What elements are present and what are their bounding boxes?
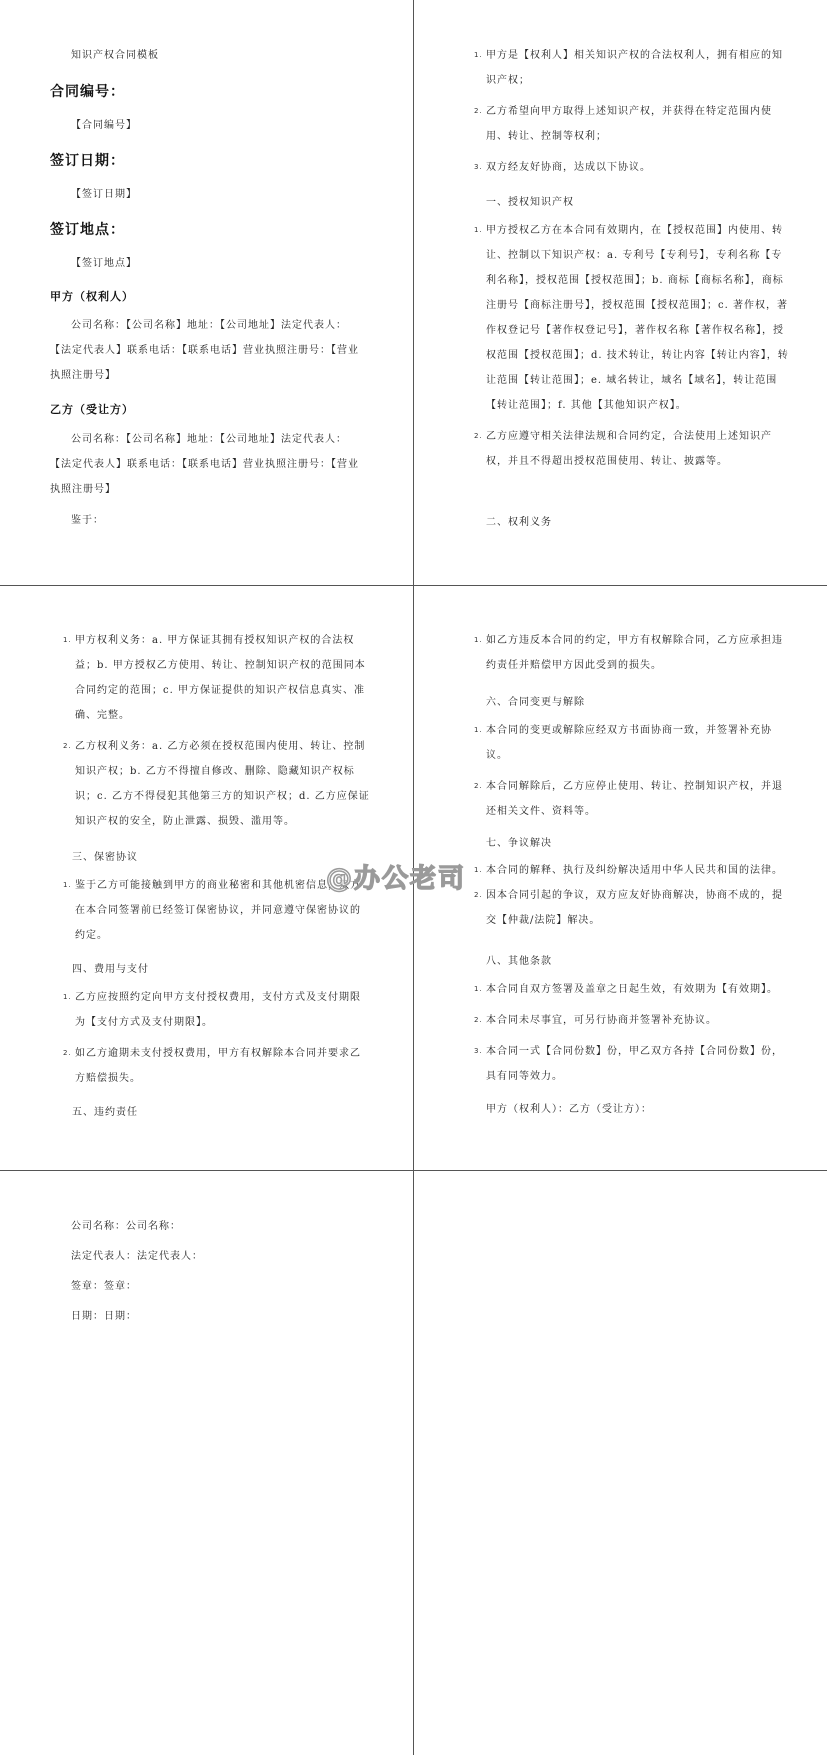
page-2 [414,0,827,585]
contract-no-value: 【合同编号】 [71,120,137,131]
list-item: 1. 甲方是【权利人】相关知识产权的合法权利人，拥有相应的知识产权； [474,50,783,86]
list-item: 2. 如乙方逾期未支付授权费用，甲方有权解除本合同并要求乙方赔偿损失。 [63,1048,361,1084]
section-title: 六、合同变更与解除 [486,697,585,708]
section-title: 八、其他条款 [486,956,552,967]
party-b-line: 执照注册号】 [50,484,116,495]
party-b-line: 【法定代表人】联系电话：【联系电话】营业执照注册号：【营业 [50,459,359,470]
section-5-list [474,628,792,678]
section-title: 四、费用与支付 [72,964,149,975]
signature-representative-line: 法定代表人：法定代表人： [71,1251,203,1262]
party-a-line: 执照注册号】 [50,370,116,381]
list-item: 1. 本合同自双方签署及盖章之日起生效，有效期为【有效期】。 [474,984,778,995]
signature-company-line: 公司名称：公司名称： [71,1221,181,1232]
list-item: 1. 如乙方违反本合同的约定，甲方有权解除合同，乙方应承担违约责任并赔偿甲方因此受到的损失。 [474,635,783,671]
list-item: 2. 乙方希望向甲方取得上述知识产权，并获得在特定范围内使用、转让、控制等权利； [474,106,772,142]
section-2-list [63,628,370,834]
page-1 [0,0,413,585]
list-item: 2. 本合同解除后，乙方应停止使用、转让、控制知识产权，并退还相关文件、资料等。 [474,781,783,817]
list-item: 1. 乙方应按照约定向甲方支付授权费用，支付方式及支付期限为【支付方式及支付期限】。 [63,992,361,1028]
section-1-list [474,218,792,474]
sign-date-value: 【签订日期】 [71,189,137,200]
list-item: 2. 本合同未尽事宜，可另行协商并签署补充协议。 [474,1015,717,1026]
party-b-line: 公司名称：【公司名称】地址：【公司地址】法定代表人： [71,434,347,445]
signature-seal-line: 签章：签章： [71,1281,137,1292]
party-a-heading: 甲方（权利人） [50,290,134,303]
contract-no-label: 合同编号： [50,84,125,100]
sign-place-value: 【签订地点】 [71,258,137,269]
list-item: 2. 乙方权利义务：a. 乙方必须在授权范围内使用、转让、控制知识产权；b. 乙方不得擅自修改、删除、隐藏知识产权标识；c. 乙方不得侵犯其他第三方的知识产权；d. 乙方应保证知识产权的安全，防止泄露、损毁、滥用等。 [63,741,370,827]
list-item: 3. 本合同一式【合同份数】份，甲乙双方各持【合同份数】份，具有同等效力。 [474,1046,783,1082]
list-item: 1. 甲方权利义务：a. 甲方保证其拥有授权知识产权的合法权益；b. 甲方授权乙方使用、转让、控制知识产权的范围同本合同约定的范围；c. 甲方保证提供的知识产权信息真实、准确、完整。 [63,635,366,721]
list-item: 1. 甲方授权乙方在本合同有效期内，在【授权范围】内使用、转让、控制以下知识产权：a. 专利号【专利号】，专利名称【专利名称】，授权范围【授权范围】；b. 商标【商标名称】，商标注册号【商标注册号】，授权范围【授权范围】；c. 著作权，著作权登记号【著作权登记号】，著作权名称【著作权名称】，授权范围【授权范围】；d. 技术转让，转让内容【转让内容】，转让范围【转让范围】；e. 域名转让，域名【域名】，转让范围【转让范围】；f. 其他【其他知识产权】。 [474,225,789,411]
sign-place-label: 签订地点： [50,222,125,238]
section-6-list [474,718,792,824]
list-item: 1. 本合同的变更或解除应经双方书面协商一致，并签署补充协议。 [474,725,772,761]
section-4-list [63,985,370,1091]
party-a-line: 【法定代表人】联系电话：【联系电话】营业执照注册号：【营业 [50,345,359,356]
signature-date-line: 日期：日期： [71,1311,137,1322]
section-title: 二、权利义务 [486,517,552,528]
party-a-line: 公司名称：【公司名称】地址：【公司地址】法定代表人： [71,320,347,331]
signoff-line: 甲方（权利人）：乙方（受让方）： [486,1104,652,1115]
page-6-blank [414,1171,827,1756]
page-4 [414,586,827,1171]
sign-date-label: 签订日期： [50,153,125,169]
section-7-list [474,858,792,933]
section-title: 七、争议解决 [486,838,552,849]
party-b-heading: 乙方（受让方） [50,403,134,416]
list-item: 1. 鉴于乙方可能接触到甲方的商业秘密和其他机密信息，双方在本合同签署前已经签订保密协议，并同意遵守保密协议的约定。 [63,880,361,941]
list-item: 1. 本合同的解释、执行及纠纷解决适用中华人民共和国的法律。 [474,865,783,876]
section-8-list [474,977,792,1089]
recitals-list [474,43,792,180]
section-title: 一、授权知识产权 [486,197,574,208]
whereas-label: 鉴于： [71,515,104,526]
section-title: 五、违约责任 [72,1107,138,1118]
watermark: @办公老司 [326,864,467,894]
page-5 [0,1171,413,1756]
list-item: 2. 因本合同引起的争议，双方应友好协商解决，协商不成的，提交【仲裁/法院】解决。 [474,890,783,926]
section-title: 三、保密协议 [72,852,138,863]
list-item: 3. 双方经友好协商，达成以下协议。 [474,162,651,173]
list-item: 2. 乙方应遵守相关法律法规和合同约定，合法使用上述知识产权，并且不得超出授权范围使用、转让、披露等。 [474,431,772,467]
template-title: 知识产权合同模板 [71,50,159,61]
section-3-list [63,873,370,948]
